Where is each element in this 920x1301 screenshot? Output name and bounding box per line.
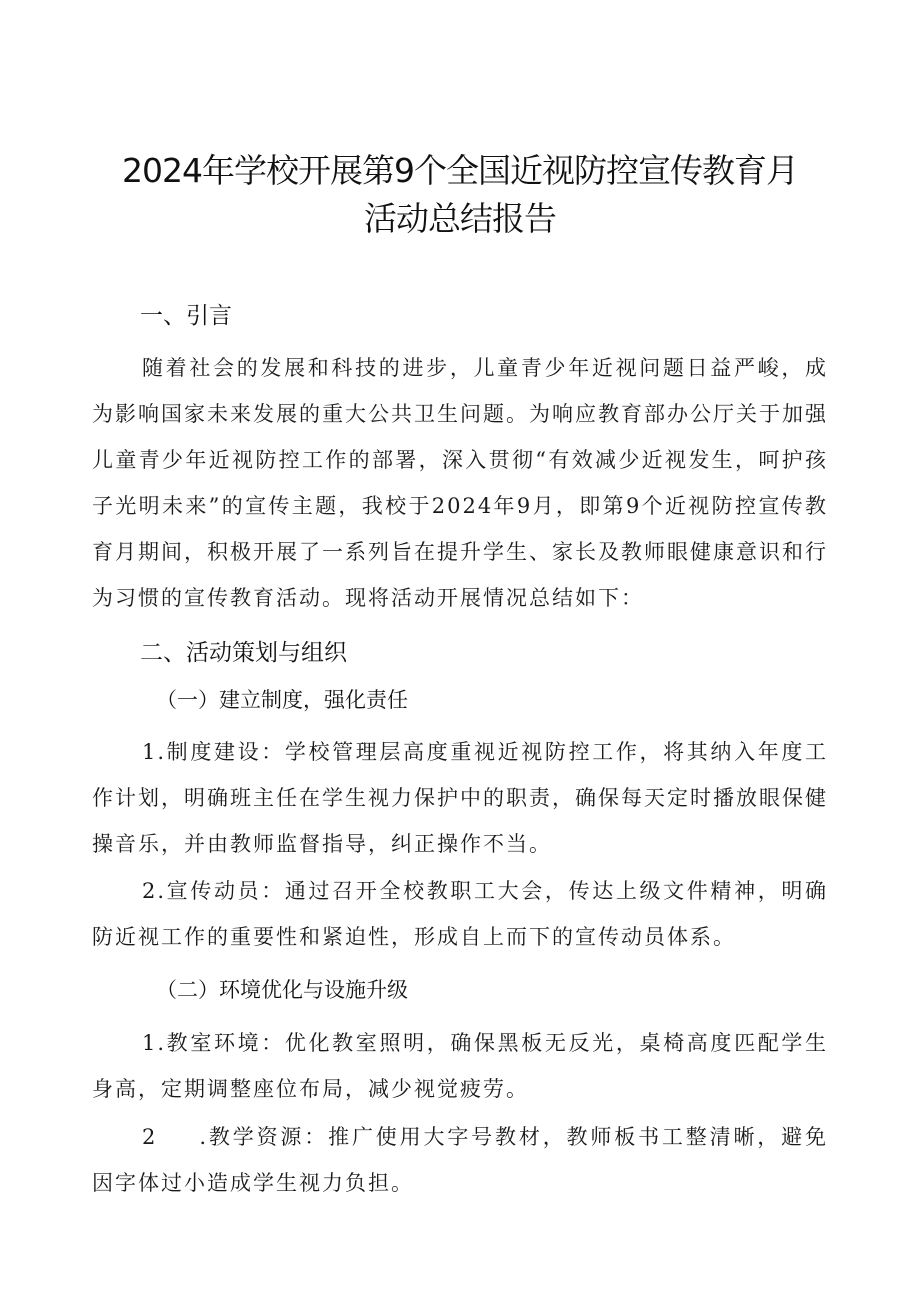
document-title-line-2: 活动总结报告	[364, 199, 556, 238]
subsection-heading-environment: （二）环境优化与设施升级	[156, 978, 408, 1002]
section-heading-planning: 二、活动策划与组织	[140, 640, 347, 666]
intro-paragraph: 随着社会的发展和科技的进步，儿童青少年近视问题日益严峻，成为影响国家未来发展的重大公共卫生问题。为响应教育部办公厅关于加强儿童青少年近视防控工作的部署，深入贯彻“有效减少近视发生，呵护孩子光明未来”的宣传主题，我校于2024年9月，即第9个近视防控宣传教育月期间，积极开展了一系列旨在提升学生、家长及教师眼健康意识和行为习惯的宣传教育活动。现将活动开展情况总结如下：	[92, 356, 828, 610]
section-heading-intro: 一、引言	[140, 303, 232, 329]
list-item-system-building: 1.制度建设：学校管理层高度重视近视防控工作，将其纳入年度工作计划，明确班主任在学生视力保护中的职责，确保每天定时播放眼保健操音乐，并由教师监督指导，纠正操作不当。	[92, 740, 828, 856]
subsection-heading-system: （一）建立制度，强化责任	[156, 688, 408, 712]
list-item-classroom-environment: 1.教室环境：优化教室照明，确保黑板无反光，桌椅高度匹配学生身高，定期调整座位布局，减少视觉疲劳。	[92, 1031, 828, 1101]
list-item-publicity-mobilization: 2.宣传动员：通过召开全校教职工大会，传达上级文件精神，明确防近视工作的重要性和紧迫性，形成自上而下的宣传动员体系。	[92, 879, 828, 949]
document-title-line-1: 2024年学校开展第9个全国近视防控宣传教育月	[122, 151, 798, 190]
list-item-number: 2	[142, 1125, 158, 1149]
list-item-text: .教学资源：推广使用大字号教材，教师板书工整清晰，避免因字体过小造成学生视力负担。	[92, 1125, 828, 1195]
list-item-teaching-resources	[92, 1114, 828, 1206]
